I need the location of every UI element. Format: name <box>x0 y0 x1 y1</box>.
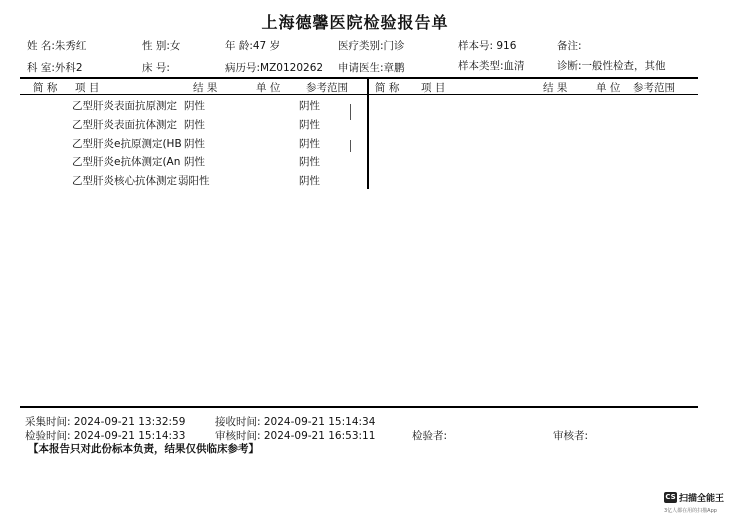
sample-type: 样本类型:血清 <box>458 60 525 72</box>
reference-range: 阴性 <box>299 138 320 150</box>
watermark-app-name: 扫描全能王 <box>679 494 725 504</box>
reference-range: 阴性 <box>299 119 320 131</box>
col-header-result-right: 结 果 <box>543 82 568 94</box>
col-header-unit-right: 单 位 <box>596 82 621 94</box>
column-divider <box>367 79 369 189</box>
header-top-rule <box>20 77 698 79</box>
test-item: 乙型肝炎表面抗体测定 <box>72 119 177 131</box>
camscanner-logo-icon: CS <box>665 493 676 501</box>
tester: 检验者: <box>412 430 448 442</box>
sample-number: 样本号: 916 <box>458 40 517 52</box>
reference-range: 阴性 <box>299 175 320 187</box>
test-time: 检验时间: 2024-09-21 15:14:33 <box>25 430 186 442</box>
department: 科 室:外科2 <box>27 62 83 74</box>
col-header-range-right: 参考范围 <box>633 82 675 94</box>
test-result: 阴性 <box>184 156 205 168</box>
disclaimer: 【本报告只对此份标本负责，结果仅供临床参考】 <box>28 443 259 455</box>
col-header-result-left: 结 果 <box>193 82 218 94</box>
col-header-item-right: 项 目 <box>421 82 446 94</box>
test-result: 阴性 <box>184 119 205 131</box>
test-item: 乙型肝炎e抗体测定(An <box>72 156 181 168</box>
test-item: 乙型肝炎表面抗原测定 <box>72 100 177 112</box>
test-item: 乙型肝炎核心抗体测定 <box>72 175 177 187</box>
remark: 备注: <box>557 40 582 52</box>
diagnosis: 诊断:一般性检查，其他 <box>557 60 666 72</box>
report-title: 上海德馨医院检验报告单 <box>261 13 449 32</box>
reviewer: 审核者: <box>553 430 589 442</box>
row-separator-mark <box>350 140 351 152</box>
row-separator-mark <box>350 104 351 120</box>
col-header-unit-left: 单 位 <box>256 82 281 94</box>
col-header-range-left: 参考范围 <box>306 82 348 94</box>
reference-range: 阴性 <box>299 156 320 168</box>
scanner-watermark <box>664 491 724 504</box>
test-result: 阴性 <box>184 100 205 112</box>
col-header-abbr-right: 简 称 <box>375 82 400 94</box>
test-item: 乙型肝炎e抗原测定(HB <box>72 138 182 150</box>
patient-sex: 性 别:女 <box>142 40 181 52</box>
visit-type: 医疗类别:门诊 <box>338 40 405 52</box>
record-number: 病历号:MZ0120262 <box>225 62 324 74</box>
watermark-tagline: 3亿人都在用的扫描App <box>664 508 717 514</box>
test-result: 弱阳性 <box>178 175 210 187</box>
patient-age: 年 龄:47 岁 <box>225 40 281 52</box>
col-header-abbr-left: 简 称 <box>33 82 58 94</box>
test-result: 阴性 <box>184 138 205 150</box>
review-time: 审核时间: 2024-09-21 16:53:11 <box>215 430 376 442</box>
col-header-item-left: 项 目 <box>75 82 100 94</box>
collect-time: 采集时间: 2024-09-21 13:32:59 <box>25 416 186 428</box>
patient-name: 姓 名:朱秀红 <box>27 40 87 52</box>
reference-range: 阴性 <box>299 100 320 112</box>
footer-rule <box>20 406 698 408</box>
receive-time: 接收时间: 2024-09-21 15:14:34 <box>215 416 376 428</box>
bed-number: 床 号: <box>142 62 170 74</box>
requesting-doctor: 申请医生:章鹏 <box>338 62 405 74</box>
